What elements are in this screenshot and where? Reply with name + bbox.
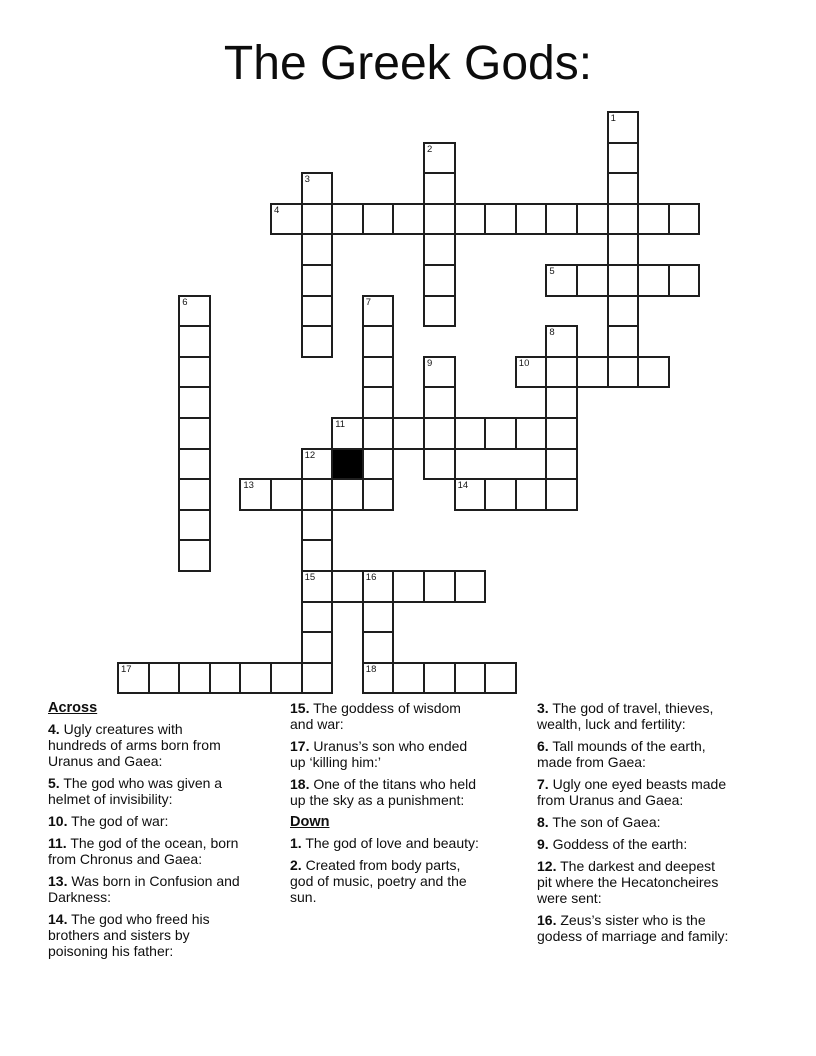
clue-16 [537, 912, 733, 944]
grid-cell[interactable] [576, 264, 609, 297]
grid-cell[interactable] [270, 203, 303, 236]
grid-cell[interactable] [454, 570, 487, 603]
black-cell [331, 448, 364, 481]
cell-number: 14 [457, 480, 469, 492]
clue-10 [48, 813, 243, 829]
clue-number: 13. [48, 873, 68, 889]
cell-number: 6 [182, 296, 188, 308]
grid-cell[interactable] [301, 570, 334, 603]
grid-cell[interactable] [484, 417, 517, 450]
clue-18 [290, 776, 480, 808]
cell-number: 10 [518, 357, 530, 369]
cell-number: 12 [304, 449, 316, 461]
grid-cell[interactable] [301, 662, 334, 695]
grid-cell[interactable] [362, 325, 395, 358]
grid-cell[interactable] [301, 631, 334, 664]
grid-cell[interactable] [423, 662, 456, 695]
cell-number: 16 [365, 572, 377, 583]
grid-cell[interactable] [484, 478, 517, 511]
clue-number: 12. [537, 858, 557, 874]
cell-number: 18 [365, 663, 377, 675]
grid-cell[interactable] [301, 509, 334, 542]
grid-cell[interactable] [362, 203, 395, 236]
cell-number: 15 [304, 572, 316, 583]
cell-number: 11 [335, 419, 346, 430]
cell-number: 1 [610, 113, 616, 124]
cell-number: 7 [365, 296, 372, 308]
clue-number: 7. [537, 776, 549, 792]
grid-cell[interactable] [239, 662, 272, 695]
grid-cell[interactable] [515, 417, 548, 450]
grid-cell[interactable] [362, 356, 395, 389]
clue-1 [290, 835, 480, 851]
grid-cell[interactable] [178, 509, 211, 542]
clue-text: The son of Gaea: [552, 814, 661, 830]
clue-number: 14. [48, 911, 68, 927]
grid-cell[interactable] [423, 295, 456, 328]
clue-number: 4. [48, 721, 60, 737]
clue-text: The goddess of wisdom and war: [290, 700, 461, 732]
grid-cell[interactable] [301, 295, 334, 328]
grid-cell[interactable] [392, 203, 425, 236]
cell-number: 5 [549, 266, 555, 277]
clue-17 [290, 738, 480, 770]
grid-cell[interactable] [668, 203, 701, 236]
down-header: Down [290, 814, 330, 830]
grid-cell[interactable] [301, 448, 334, 481]
grid-cell[interactable] [178, 539, 211, 572]
clue-5 [48, 775, 243, 807]
grid-cell[interactable] [545, 478, 578, 511]
grid-cell[interactable] [668, 264, 701, 297]
grid-cell[interactable] [178, 448, 211, 481]
cell-number: 9 [427, 357, 433, 369]
grid-cell[interactable] [607, 142, 640, 175]
grid-cell[interactable] [423, 448, 456, 481]
clue-text: The god who was given a helmet of invisibility: [48, 775, 223, 807]
grid-cell[interactable] [454, 417, 487, 450]
clues-column-3 [537, 700, 733, 950]
grid-cell[interactable] [576, 203, 609, 236]
clue-text: The god of love and beauty: [305, 835, 479, 851]
grid-cell[interactable] [515, 356, 548, 389]
clue-4 [48, 721, 243, 769]
cell-number: 8 [549, 327, 555, 339]
clue-number: 2. [290, 857, 302, 873]
grid-cell[interactable] [301, 172, 334, 205]
clue-text: Ugly one eyed beasts made from Uranus and Gaea: [537, 776, 727, 808]
puzzle-title: The Greek Gods: [223, 37, 593, 90]
clue-text: The god of travel, thieves, wealth, luck and fertility: [537, 700, 714, 732]
clue-number: 17. [290, 738, 310, 754]
grid-cell[interactable] [423, 203, 456, 236]
grid-cell[interactable] [423, 570, 456, 603]
grid-cell[interactable] [301, 264, 334, 297]
clues-column-1 [48, 700, 243, 965]
grid-cell[interactable] [423, 417, 456, 450]
grid-cell[interactable] [392, 570, 425, 603]
grid-cell[interactable] [331, 570, 364, 603]
grid-cell[interactable] [545, 203, 578, 236]
clue-text: Tall mounds of the earth, made from Gaea: [537, 738, 706, 770]
grid-cell[interactable] [239, 478, 272, 511]
cell-number: 3 [304, 174, 310, 186]
clue-14 [48, 911, 243, 959]
clue-text: The god of the ocean, born from Chronus and Gaea: [48, 835, 239, 867]
grid-cell[interactable] [576, 356, 609, 389]
grid-cell[interactable] [301, 325, 334, 358]
clue-12 [537, 858, 733, 906]
grid-cell[interactable] [301, 203, 334, 236]
grid-cell[interactable] [331, 203, 364, 236]
grid-cell[interactable] [545, 264, 578, 297]
clue-text: Zeus’s sister who is the godess of marriage and family: [537, 912, 729, 944]
grid-cell[interactable] [423, 264, 456, 297]
grid-cell[interactable] [515, 203, 548, 236]
clue-text: The god who freed his brothers and sisters by poisoning his father: [48, 911, 210, 959]
grid-cell[interactable] [607, 356, 640, 389]
clue-number: 11. [48, 835, 67, 851]
grid-cell[interactable] [301, 233, 334, 266]
grid-cell[interactable] [362, 570, 395, 603]
clue-6 [537, 738, 733, 770]
grid-cell[interactable] [148, 662, 181, 695]
cell-number: 17 [121, 663, 132, 675]
grid-cell[interactable] [331, 417, 364, 450]
clue-text: One of the titans who held up the sky as a punishment: [290, 776, 477, 808]
grid-cell[interactable] [362, 601, 395, 634]
grid-cell[interactable] [178, 356, 211, 389]
grid-cell[interactable] [392, 417, 425, 450]
grid-cell[interactable] [301, 539, 334, 572]
grid-cell[interactable] [607, 325, 640, 358]
cell-number: 13 [243, 480, 254, 492]
clue-2 [290, 857, 480, 905]
grid-cell[interactable] [301, 601, 334, 634]
clue-number: 9. [537, 836, 549, 852]
clue-number: 1. [290, 835, 302, 851]
grid-cell[interactable] [484, 662, 517, 695]
grid-cell[interactable] [362, 295, 395, 328]
grid-cell[interactable] [423, 356, 456, 389]
clue-number: 15. [290, 700, 310, 716]
grid-cell[interactable] [423, 386, 456, 419]
grid-cell[interactable] [423, 172, 456, 205]
clues-column-2 [290, 700, 480, 911]
grid-cell[interactable] [117, 662, 150, 695]
clue-8 [537, 814, 733, 830]
grid-cell[interactable] [545, 356, 578, 389]
grid-cell[interactable] [178, 417, 211, 450]
clue-number: 5. [48, 775, 60, 791]
grid-cell[interactable] [178, 325, 211, 358]
clue-text: The god of war: [71, 813, 169, 829]
clue-number: 3. [537, 700, 549, 716]
grid-cell[interactable] [362, 478, 395, 511]
grid-cell[interactable] [362, 417, 395, 450]
grid-cell[interactable] [178, 478, 211, 511]
grid-cell[interactable] [301, 478, 334, 511]
grid-cell[interactable] [545, 386, 578, 419]
grid-cell[interactable] [515, 478, 548, 511]
across-header: Across [48, 700, 98, 716]
clue-number: 8. [537, 814, 549, 830]
cell-number: 2 [427, 143, 433, 155]
grid-cell[interactable] [607, 233, 640, 266]
grid-cell[interactable] [209, 662, 242, 695]
grid-cell[interactable] [331, 478, 364, 511]
grid-cell[interactable] [423, 142, 456, 175]
grid-cell[interactable] [362, 662, 395, 695]
grid-cell[interactable] [637, 203, 670, 236]
grid-cell[interactable] [178, 386, 211, 419]
clue-text: Goddess of the earth: [552, 836, 688, 852]
clue-text: The darkest and deepest pit where the Hecatoncheires were sent: [537, 858, 719, 906]
grid-cell[interactable] [607, 295, 640, 328]
clue-text: Ugly creatures with hundreds of arms born from Uranus and Gaea: [48, 721, 221, 769]
grid-cell[interactable] [423, 233, 456, 266]
grid-cell[interactable] [454, 478, 487, 511]
grid-cell[interactable] [362, 631, 395, 664]
grid-cell[interactable] [270, 478, 303, 511]
clue-number: 18. [290, 776, 310, 792]
clue-number: 10. [48, 813, 68, 829]
grid-cell[interactable] [607, 172, 640, 205]
grid-cell[interactable] [362, 386, 395, 419]
grid-cell[interactable] [545, 448, 578, 481]
clue-15 [290, 700, 480, 732]
clue-text: Created from body parts, god of music, poetry and the sun. [290, 857, 467, 905]
grid-cell[interactable] [484, 203, 517, 236]
grid-cell[interactable] [545, 417, 578, 450]
clue-7 [537, 776, 733, 808]
clue-9 [537, 836, 733, 852]
clue-number: 6. [537, 738, 549, 754]
grid-cell[interactable] [607, 111, 640, 144]
grid-cell[interactable] [270, 662, 303, 695]
grid-cell[interactable] [607, 203, 640, 236]
grid-cell[interactable] [178, 662, 211, 695]
grid-cell[interactable] [607, 264, 640, 297]
cell-number: 4 [274, 204, 280, 216]
grid-cell[interactable] [392, 662, 425, 695]
grid-cell[interactable] [362, 448, 395, 481]
clue-3 [537, 700, 733, 732]
clue-text: Uranus’s son who ended up ‘killing him:’ [290, 738, 468, 770]
grid-cell[interactable] [637, 356, 670, 389]
clue-13 [48, 873, 243, 905]
grid-cell[interactable] [454, 662, 487, 695]
clue-11 [48, 835, 243, 867]
grid-cell[interactable] [454, 203, 487, 236]
clue-number: 16. [537, 912, 557, 928]
clue-text: Was born in Confusion and Darkness: [48, 873, 240, 905]
grid-cell[interactable] [178, 295, 211, 328]
grid-cell[interactable] [545, 325, 578, 358]
grid-cell[interactable] [637, 264, 670, 297]
